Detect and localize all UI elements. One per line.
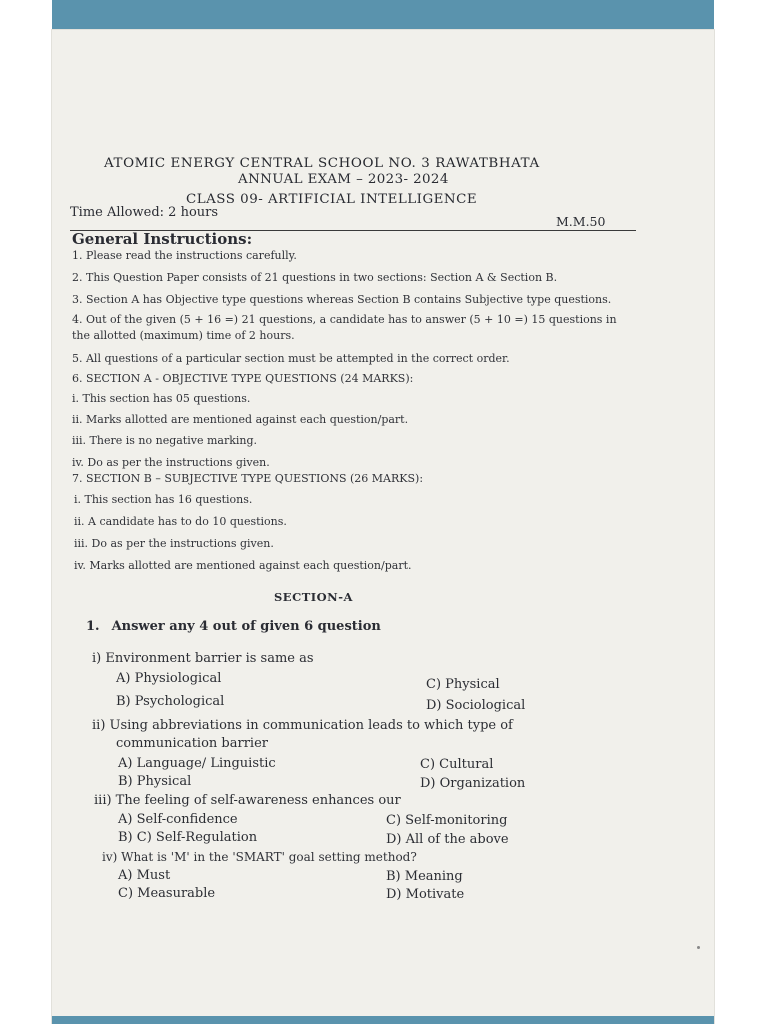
- instruction-line: 4. Out of the given (5 + 16 =) 21 questions, a candidate has to answer (5 + 10 =) 15 questions in the allotted (maximum) time of 2 hours.: [72, 313, 617, 342]
- option: A) Language/ Linguistic: [118, 756, 276, 771]
- option: D) Organization: [420, 776, 526, 791]
- question-stem: iv) What is 'M' in the 'SMART' goal setting method?: [102, 850, 417, 864]
- question-1: [86, 619, 381, 634]
- exam-paper: [52, 30, 714, 1024]
- bottom-background-edge: [52, 1016, 714, 1024]
- option: C) Physical: [426, 677, 500, 692]
- instructions-heading: General Instructions:: [72, 230, 253, 248]
- instruction-line: 3. Section A has Objective type questions whereas Section B contains Subjective type questions.: [72, 293, 612, 306]
- instruction-line: 6. SECTION A - OBJECTIVE TYPE QUESTIONS (24 MARKS):: [72, 372, 414, 385]
- instruction-line: 2. This Question Paper consists of 21 questions in two sections: Section A & Section B.: [72, 271, 558, 284]
- class-subject: CLASS 09- ARTIFICIAL INTELLIGENCE: [186, 192, 478, 207]
- option: B) Physical: [118, 774, 192, 789]
- exam-title: ANNUAL EXAM – 2023- 2024: [238, 172, 449, 187]
- question-text: Answer any 4 out of given 6 question: [111, 619, 381, 634]
- option: D) Sociological: [426, 698, 526, 713]
- instruction-line: 7. SECTION B – SUBJECTIVE TYPE QUESTIONS (26 MARKS):: [72, 472, 424, 485]
- option: C) Self-monitoring: [386, 813, 508, 828]
- option: A) Self-confidence: [118, 812, 238, 827]
- max-marks: M.M.50: [556, 214, 606, 229]
- option: B) Meaning: [386, 869, 463, 884]
- question-stem: i) Environment barrier is same as: [92, 651, 314, 666]
- time-allowed: Time Allowed: 2 hours: [70, 205, 219, 220]
- instruction-line: iv. Marks allotted are mentioned against each question/part.: [74, 559, 412, 572]
- option: C) Cultural: [420, 757, 494, 772]
- school-name: ATOMIC ENERGY CENTRAL SCHOOL NO. 3 RAWATBHATA: [104, 156, 540, 171]
- instruction-line: iv. Do as per the instructions given.: [72, 456, 270, 469]
- option: C) Measurable: [118, 886, 216, 901]
- top-background-edge: [52, 0, 714, 32]
- question-stem: iii) The feeling of self-awareness enhances our: [94, 793, 401, 808]
- instruction-line: iii. Do as per the instructions given.: [74, 537, 274, 550]
- option: A) Physiological: [116, 671, 222, 686]
- question-stem-continued: communication barrier: [116, 736, 268, 751]
- instruction-line: i. This section has 16 questions.: [74, 493, 253, 506]
- option: D) Motivate: [386, 887, 465, 902]
- question-stem: ii) Using abbreviations in communication leads to which type of: [92, 718, 513, 733]
- option: D) All of the above: [386, 832, 509, 847]
- option: A) Must: [118, 868, 171, 883]
- option: B) C) Self-Regulation: [118, 830, 258, 845]
- paper-speck: [697, 946, 700, 949]
- instruction-line: 5. All questions of a particular section must be attempted in the correct order.: [72, 352, 510, 365]
- instruction-line: i. This section has 05 questions.: [72, 392, 251, 405]
- instruction-line: iii. There is no negative marking.: [72, 434, 258, 447]
- instruction-line: ii. A candidate has to do 10 questions.: [74, 515, 287, 528]
- section-a-heading: SECTION-A: [274, 590, 353, 604]
- instruction-line: 1. Please read the instructions carefully.: [72, 249, 297, 262]
- instruction-line: ii. Marks allotted are mentioned against each question/part.: [72, 413, 409, 426]
- option: B) Psychological: [116, 694, 225, 709]
- question-number: 1.: [86, 619, 100, 634]
